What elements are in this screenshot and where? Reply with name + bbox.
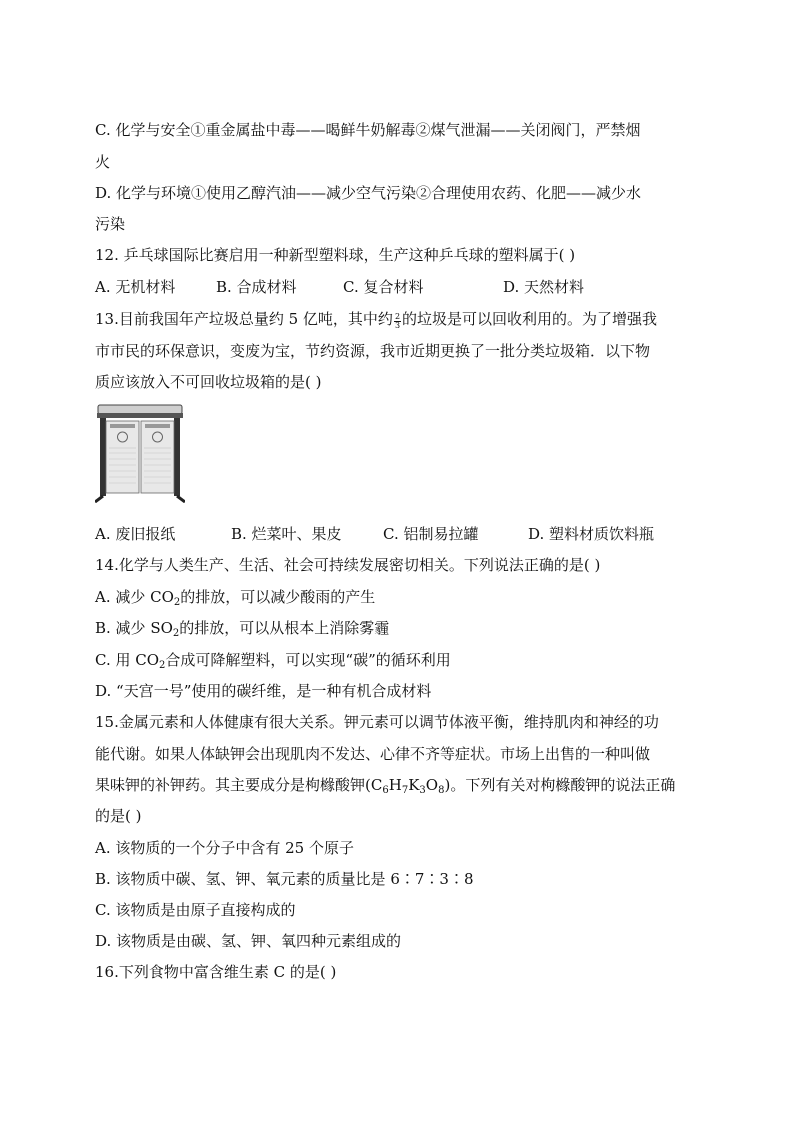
subscript: 8 bbox=[438, 785, 445, 796]
subscript: 2 bbox=[172, 628, 180, 639]
q13-stem-part-b: 的垃圾是可以回收利用的。为了增强我 bbox=[402, 310, 658, 328]
q12-option-d: D. 天然材料 bbox=[503, 278, 585, 296]
fraction-numerator: 2 bbox=[394, 312, 401, 321]
subscript: 7 bbox=[401, 785, 409, 796]
q15-option-d: D. 该物质是由碳、氢、钾、氧四种元素组成的 bbox=[95, 932, 402, 950]
q12-stem: 12. 乒乓球国际比赛启用一种新型塑料球，生产这种乒乓球的塑料属于( ) bbox=[95, 246, 576, 264]
q15-stem-line3-pre: 果味钾的补钾药。其主要成分是枸橼酸钾(C bbox=[95, 776, 383, 794]
q14-option-a-post: 的排放，可以减少酸雨的产生 bbox=[180, 588, 376, 606]
q14-option-d: D. “天宫一号”使用的碳纤维，是一种有机合成材料 bbox=[95, 682, 432, 700]
q15-stem-line3-post: )。下列有关对枸橼酸钾的说法正确 bbox=[444, 776, 676, 794]
q13-option-c: C. 铝制易拉罐 bbox=[383, 525, 479, 543]
recycling-bin-illustration bbox=[95, 403, 185, 503]
q14-option-c-post: 合成可降解塑料，可以实现“碳”的循环利用 bbox=[165, 651, 451, 669]
q13-stem-line1 bbox=[95, 309, 657, 330]
q16-stem: 16.下列食物中富含维生素 C 的是( ) bbox=[95, 963, 337, 981]
q13-stem-line3: 质应该放入不可回收垃圾箱的是( ) bbox=[95, 373, 322, 391]
fraction-denominator: 3 bbox=[394, 321, 401, 330]
subscript: 2 bbox=[159, 660, 166, 671]
q14-option-b bbox=[95, 618, 389, 644]
formula-symbol: H bbox=[388, 776, 402, 794]
formula-symbol: O bbox=[425, 776, 439, 794]
q13-stem-part-a: 13.目前我国年产垃圾总量约 5 亿吨，其中约 bbox=[95, 310, 393, 328]
q14-option-b-post: 的排放，可以从根本上消除雾霾 bbox=[179, 619, 390, 637]
q14-stem: 14.化学与人类生产、生活、社会可持续发展密切相关。下列说法正确的是( ) bbox=[95, 556, 601, 574]
subscript: 6 bbox=[382, 785, 389, 796]
q15-stem-line3 bbox=[95, 775, 675, 801]
q11-option-d-line1: D. 化学与环境①使用乙醇汽油——减少空气污染②合理使用农药、化肥——减少水 bbox=[95, 184, 642, 202]
q13-option-a: A. 废旧报纸 bbox=[95, 525, 176, 543]
q14-option-b-pre: B. 减少 SO bbox=[95, 619, 173, 637]
q15-option-b: B. 该物质中碳、氢、钾、氧元素的质量比是 6∶7∶3∶8 bbox=[95, 870, 474, 888]
q11-option-c-line2: 火 bbox=[95, 153, 111, 171]
q14-option-c bbox=[95, 650, 451, 676]
subscript: 2 bbox=[173, 597, 181, 608]
q12-option-a: A. 无机材料 bbox=[95, 278, 176, 296]
q11-option-c-line1: C. 化学与安全①重金属盐中毒——喝鲜牛奶解毒②煤气泄漏——关闭阀门，严禁烟 bbox=[95, 121, 641, 139]
q14-option-c-pre: C. 用 CO bbox=[95, 651, 160, 669]
q14-option-a bbox=[95, 587, 375, 613]
q13-option-d: D. 塑料材质饮料瓶 bbox=[528, 525, 655, 543]
subscript: 3 bbox=[419, 785, 426, 796]
q15-option-a: A. 该物质的一个分子中含有 25 个原子 bbox=[95, 839, 354, 857]
q14-option-a-pre: A. 减少 CO bbox=[95, 588, 174, 606]
fraction bbox=[394, 313, 401, 330]
q13-stem-line2: 市市民的环保意识，变废为宝，节约资源，我市近期更换了一批分类垃圾箱．以下物 bbox=[95, 342, 651, 360]
q12-option-b: B. 合成材料 bbox=[216, 278, 297, 296]
q15-stem-line2: 能代谢。如果人体缺钾会出现肌肉不发达、心律不齐等症状。市场上出售的一种叫做 bbox=[95, 745, 651, 763]
q15-stem-line4: 的是( ) bbox=[95, 807, 142, 825]
q11-option-d-line2: 污染 bbox=[95, 215, 126, 233]
q13-option-b: B. 烂菜叶、果皮 bbox=[231, 525, 342, 543]
q15-option-c: C. 该物质是由原子直接构成的 bbox=[95, 901, 296, 919]
formula-symbol: K bbox=[408, 776, 420, 794]
q15-stem-line1: 15.金属元素和人体健康有很大关系。钾元素可以调节体液平衡，维持肌肉和神经的功 bbox=[95, 713, 659, 731]
q12-option-c: C. 复合材料 bbox=[343, 278, 424, 296]
